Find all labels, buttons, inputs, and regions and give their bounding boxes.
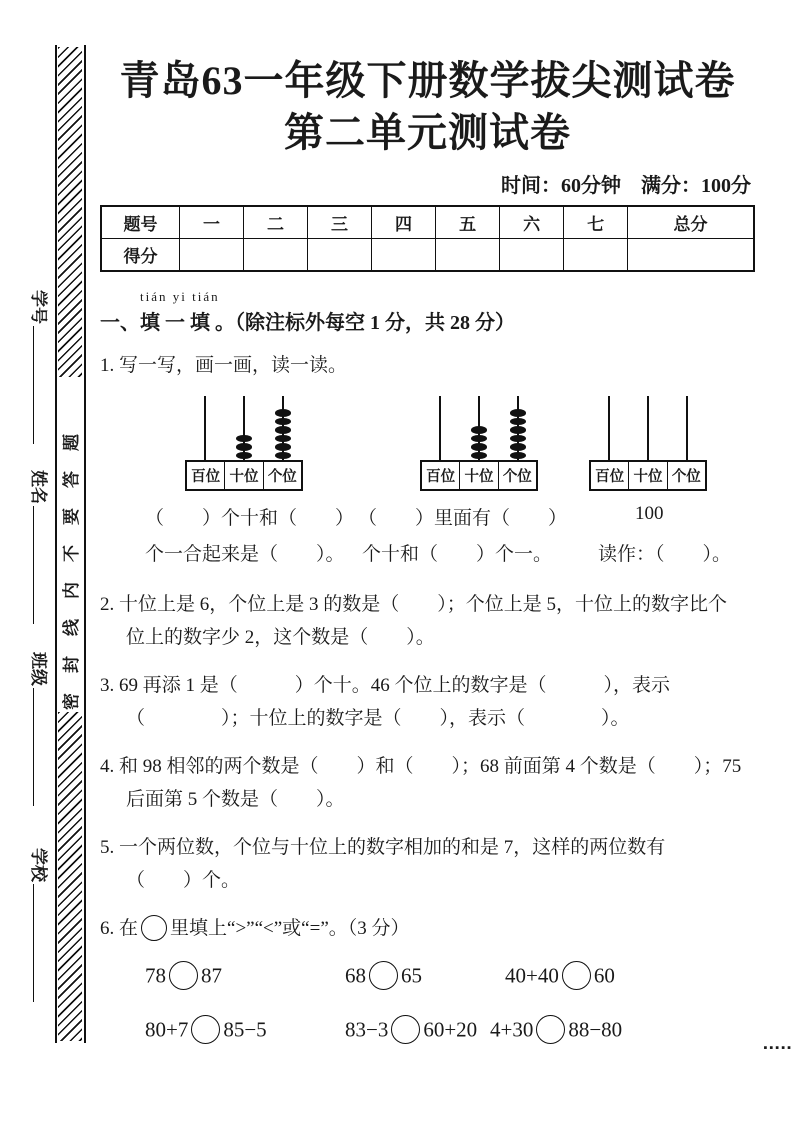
abacus-bead <box>275 452 291 460</box>
abacus-bead <box>275 426 291 434</box>
place-value-box <box>420 460 538 491</box>
score-cell <box>180 239 244 272</box>
score-table-score-row <box>101 239 754 272</box>
score-cell <box>564 239 628 272</box>
score-table-header-row <box>101 206 754 239</box>
q1-col1-line2: 个一合起来是（ ）。 <box>145 544 345 565</box>
ones-rod <box>686 396 688 460</box>
tens-label: 十位 <box>459 462 497 489</box>
q1-col2-line2: 个十和（ ）个一。 <box>362 544 553 565</box>
header-cell-2: 二 <box>244 206 308 239</box>
header-cell-4: 四 <box>372 206 436 239</box>
header-cell-3: 三 <box>308 206 372 239</box>
question-4: 4. 和 98 相邻的两个数是（ ）和（ ）；68 前面第 4 个数是（ ）；75 后面第 5 个数是（ ）。 <box>100 756 742 810</box>
paper-body <box>100 55 755 1073</box>
score-row-label: 得分 <box>101 239 180 272</box>
header-cell-6: 六 <box>500 206 564 239</box>
abacus-3 <box>589 396 707 491</box>
tens-rod <box>647 396 649 460</box>
q1-col3-line1: 100 <box>635 503 664 524</box>
abacus-bead <box>471 435 487 443</box>
abacus-1 <box>185 396 303 491</box>
compare-circle-icon <box>562 961 591 990</box>
abacus-bead <box>275 443 291 451</box>
abacus-bead <box>510 443 526 451</box>
school-label: 学校 <box>31 848 53 1018</box>
header-cell-7: 七 <box>564 206 628 239</box>
score-cell <box>628 239 754 272</box>
class-blank <box>33 688 48 806</box>
score-cell <box>500 239 564 272</box>
seal-strip-hatch-bottom <box>58 712 82 1041</box>
score-cell <box>372 239 436 272</box>
question-6-comparisons <box>100 961 755 1073</box>
compare-circle-icon <box>141 915 167 941</box>
comparison-item: 78 87 <box>145 961 222 994</box>
header-cell-1: 一 <box>180 206 244 239</box>
cut-mark-dots: ▪▪▪▪▪ <box>763 1042 793 1054</box>
q1-col2-line1: （ ）里面有（ ） <box>358 508 568 529</box>
abacus-bead <box>471 426 487 434</box>
name-label: 姓名 <box>31 470 53 640</box>
abacus-2 <box>420 396 538 491</box>
seal-strip-hatch-top <box>58 47 82 377</box>
comparison-item: 80+7 85−5 <box>145 1015 267 1048</box>
abacus-bead <box>510 418 526 426</box>
q1-col1-line1: （ ）个十和（ ） <box>145 508 355 529</box>
name-blank <box>33 506 48 624</box>
compare-circle-icon <box>536 1015 565 1044</box>
hundreds-label: 百位 <box>595 469 625 485</box>
hundreds-rod <box>439 396 441 460</box>
abacus-bead <box>275 409 291 417</box>
school-blank <box>33 884 48 1002</box>
score-table <box>100 205 755 272</box>
seal-line-text: 密封线内不要答题 <box>62 414 81 710</box>
tens-label: 十位 <box>628 462 666 489</box>
paper-title-line2: 第二单元测试卷 <box>284 110 571 155</box>
abacus-bead <box>471 452 487 460</box>
header-cell-5: 五 <box>436 206 500 239</box>
student-id-label: 学号 <box>31 290 53 460</box>
q1-col3-line2: 读作：（ ）。 <box>598 544 732 565</box>
abacus-bead <box>275 435 291 443</box>
ones-label: 个位 <box>263 462 301 489</box>
time-and-score-meta: 时间：60分钟 满分：100分 <box>501 175 751 197</box>
header-cell-total: 总分 <box>628 206 754 239</box>
hundreds-label: 百位 <box>426 469 456 485</box>
seal-strip-inner-line <box>84 45 86 1043</box>
compare-circle-icon <box>191 1015 220 1044</box>
hundreds-label: 百位 <box>191 469 221 485</box>
question-2: 2. 十位上是 6，个位上是 3 的数是（ ）；个位上是 5，十位上的数字比个 位上的数字少 2，这个数是（ ）。 <box>100 594 728 648</box>
hundreds-rod <box>204 396 206 460</box>
abacus-bead <box>236 443 252 451</box>
ones-rod <box>282 396 284 460</box>
paper-title-line1: 青岛63一年级下册数学拔尖测试卷 <box>119 58 736 103</box>
student-id-blank <box>33 326 48 444</box>
section-1-heading: tián yi tián 一、填 一 填 。（除注标外每空 1 分，共 28 分） <box>100 289 515 334</box>
question-1-answer-lines <box>100 503 755 573</box>
question-6-heading: 6. 在 里填上“>”“<”或“=”。（3 分） <box>100 912 755 945</box>
ones-label: 个位 <box>498 462 536 489</box>
hundreds-rod <box>608 396 610 460</box>
abacus-bead <box>510 426 526 434</box>
abacus-bead <box>510 409 526 417</box>
tens-rod <box>243 396 245 460</box>
score-cell <box>436 239 500 272</box>
ones-rod <box>517 396 519 460</box>
question-1-label: 1. 写一写，画一画，读一读。 <box>100 355 348 376</box>
score-cell <box>308 239 372 272</box>
place-value-box <box>185 460 303 491</box>
abacus-bead <box>275 418 291 426</box>
score-cell <box>244 239 308 272</box>
ones-label: 个位 <box>667 462 705 489</box>
abacus-bead <box>510 435 526 443</box>
abacus-bead <box>236 452 252 460</box>
compare-circle-icon <box>169 961 198 990</box>
compare-circle-icon <box>369 961 398 990</box>
abacus-bead <box>510 452 526 460</box>
place-value-box <box>589 460 707 491</box>
comparison-item: 68 65 <box>345 961 422 994</box>
abacus-bead <box>236 435 252 443</box>
section-1-pinyin: tián yi tián <box>140 289 220 304</box>
comparison-item: 83−3 60+20 <box>345 1015 477 1048</box>
compare-circle-icon <box>391 1015 420 1044</box>
abacus-row <box>100 396 755 491</box>
tens-rod <box>478 396 480 460</box>
abacus-bead <box>471 443 487 451</box>
header-cell-question-no: 题号 <box>101 206 180 239</box>
comparison-item: 40+40 60 <box>505 961 615 994</box>
question-3: 3. 69 再添 1 是（ ）个十。46 个位上的数字是（ ），表示 （ ）；十位上的数字是（ ），表示（ ）。 <box>100 675 671 729</box>
question-5: 5. 一个两位数，个位与十位上的数字相加的和是 7，这样的两位数有 （ ）个。 <box>100 837 666 891</box>
comparison-item: 4+30 88−80 <box>490 1015 622 1048</box>
tens-label: 十位 <box>224 462 262 489</box>
class-label: 班级 <box>31 652 53 822</box>
